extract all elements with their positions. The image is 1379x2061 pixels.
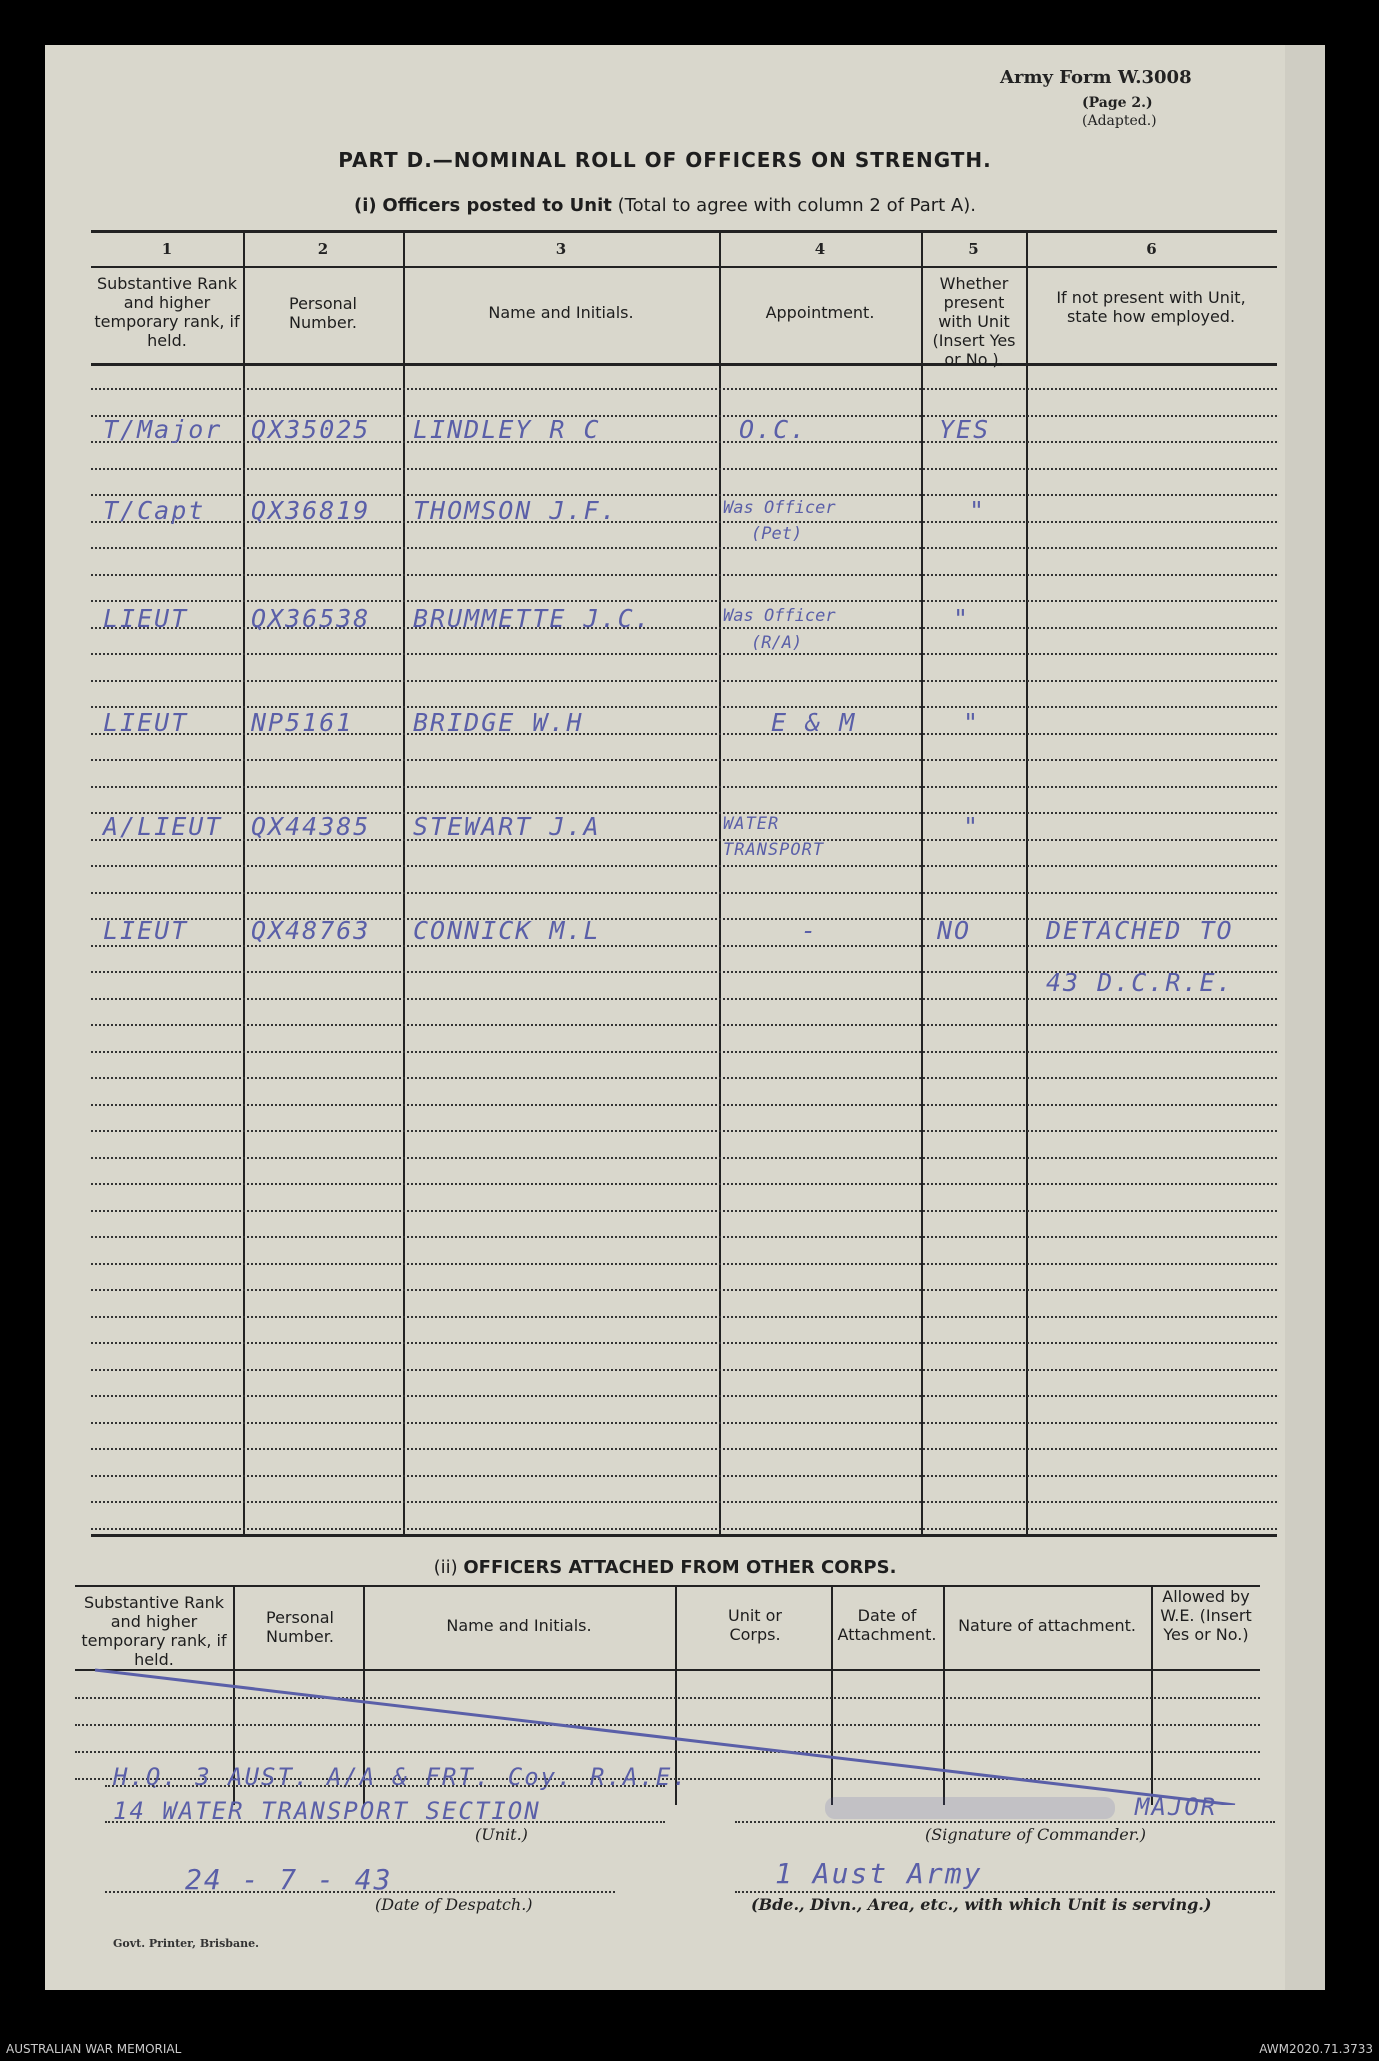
entry-line xyxy=(91,1157,1277,1159)
despatch-date: 24 - 7 - 43 xyxy=(185,1863,393,1896)
entry-name: BRIDGE W.H xyxy=(413,708,584,737)
entry-line xyxy=(91,998,1277,1000)
entry-line xyxy=(91,1236,1277,1238)
entry-rank: T/Major xyxy=(103,415,223,444)
header-present: Whether present with Unit (Insert Yes or No.). xyxy=(932,274,1016,369)
archive-name: AUSTRALIAN WAR MEMORIAL xyxy=(6,2042,182,2056)
entry-line xyxy=(91,547,1277,549)
entry-present: " xyxy=(969,496,987,525)
entry-employed-line2: 43 D.C.R.E. xyxy=(1046,968,1234,997)
entry-rank: T/Capt xyxy=(103,496,206,525)
entry-appointment-line2: (Pet) xyxy=(751,524,803,544)
despatch-date-label: (Date of Despatch.) xyxy=(375,1895,533,1914)
entry-line xyxy=(91,1316,1277,1318)
header-name: Name and Initials. xyxy=(488,303,634,322)
signature-label: (Signature of Commander.) xyxy=(925,1825,1146,1844)
entry-line xyxy=(91,653,1277,655)
col-number-5: 5 xyxy=(968,240,979,258)
entry-present: NO xyxy=(937,916,972,945)
entry-number: QX44385 xyxy=(251,812,371,841)
section-i-note: (Total to agree with column 2 of Part A). xyxy=(617,195,976,216)
entry-appointment-line2: (R/A) xyxy=(751,633,803,653)
entry-line xyxy=(91,865,1277,867)
header2-rank: Substantive Rank and higher temporary rank, if held. xyxy=(81,1593,227,1669)
entry-appointment-line2: TRANSPORT xyxy=(723,840,825,860)
printer-imprint: Govt. Printer, Brisbane. xyxy=(113,1937,259,1950)
entry-line xyxy=(91,600,1277,602)
section-ii-number: (ii) xyxy=(433,1557,458,1578)
entry-number: QX35025 xyxy=(251,415,371,444)
unit-label: (Unit.) xyxy=(475,1825,528,1844)
section-ii-title: OFFICERS ATTACHED FROM OTHER CORPS. xyxy=(463,1557,897,1578)
header2-personal-number: Personal Number. xyxy=(265,1608,334,1646)
entry-name: BRUMMETTE J.C. xyxy=(413,604,652,633)
section-i-title: Officers posted to Unit xyxy=(382,195,612,216)
unit-line-2: 14 WATER TRANSPORT SECTION xyxy=(113,1797,541,1825)
signature-mark xyxy=(825,1797,1115,1819)
entry-appointment: O.C. xyxy=(739,415,808,444)
header2-name: Name and Initials. xyxy=(446,1616,592,1635)
entry-line xyxy=(91,1210,1277,1212)
header-appointment: Appointment. xyxy=(765,303,875,322)
archive-bar xyxy=(0,2036,1379,2061)
section-i-heading xyxy=(45,195,1285,216)
entry-appointment: Was Officer xyxy=(723,606,836,626)
entry-number: QX48763 xyxy=(251,916,371,945)
entry-line xyxy=(91,1528,1277,1530)
entry-line xyxy=(91,1104,1277,1106)
entry-line xyxy=(91,1395,1277,1397)
entry-name: LINDLEY R C xyxy=(413,415,601,444)
entry-line xyxy=(91,1475,1277,1477)
entry-line xyxy=(91,468,1277,470)
header2-unit: Unit or Corps. xyxy=(727,1606,783,1644)
form-adapted: (Adapted.) xyxy=(1082,113,1157,129)
form-page-number: (Page 2.) xyxy=(1082,95,1153,111)
col-number-2: 2 xyxy=(317,240,329,258)
archive-id: AWM2020.71.3733 xyxy=(1259,2042,1373,2056)
entry-line xyxy=(91,1183,1277,1185)
paper-edge xyxy=(1285,45,1325,1990)
entry-name: THOMSON J.F. xyxy=(413,496,618,525)
officers-posted-table xyxy=(91,230,1277,1540)
header-employed: If not present with Unit, state how employed. xyxy=(1056,288,1246,326)
entry-rank: LIEUT xyxy=(103,916,189,945)
entry-line xyxy=(91,1289,1277,1291)
entry-line xyxy=(91,786,1277,788)
form-id: Army Form W.3008 xyxy=(1000,67,1192,88)
entry-line xyxy=(91,1051,1277,1053)
col-number-3: 3 xyxy=(555,240,567,258)
entry-name: CONNICK M.L xyxy=(413,916,601,945)
entry-line xyxy=(91,1024,1277,1026)
entry-number: QX36819 xyxy=(251,496,371,525)
entry-line xyxy=(91,1369,1277,1371)
entry-present: YES xyxy=(939,415,991,444)
entry-line xyxy=(91,1448,1277,1450)
entry-appointment: E & M xyxy=(771,708,857,737)
entry-line xyxy=(91,574,1277,576)
entry-line xyxy=(91,945,1277,947)
entry-name: STEWART J.A xyxy=(413,812,601,841)
header2-allowed: Allowed by W.E. (Insert Yes or No.) xyxy=(1160,1587,1252,1644)
entry-number: NP5161 xyxy=(251,708,354,737)
entry-present: " xyxy=(963,708,981,737)
section-ii-heading xyxy=(45,1557,1285,1578)
entry-line xyxy=(91,680,1277,682)
entry-rank: LIEUT xyxy=(103,604,189,633)
entry-line xyxy=(91,1263,1277,1265)
entry-line xyxy=(91,759,1277,761)
header2-nature: Nature of attachment. xyxy=(958,1616,1136,1635)
entry-employed: DETACHED TO xyxy=(1046,916,1234,945)
entry-rank: A/LIEUT xyxy=(103,812,223,841)
entry-line xyxy=(91,1130,1277,1132)
entry-present: " xyxy=(963,812,981,841)
entry-rank: LIEUT xyxy=(103,708,189,737)
entry-line xyxy=(91,892,1277,894)
entry-present: " xyxy=(953,604,971,633)
header-personal-number: Personal Number. xyxy=(288,294,357,332)
formation-label: (Bde., Divn., Area, etc., with which Unit is serving.) xyxy=(751,1895,1212,1914)
header2-date: Date of Attachment. xyxy=(837,1606,937,1644)
unit-line-1: H.Q. 3 AUST. A/A & FRT. Coy. R.A.E. xyxy=(113,1763,689,1791)
col-number-4: 4 xyxy=(814,240,826,258)
entry-line xyxy=(91,1077,1277,1079)
entry-appointment: Was Officer xyxy=(723,498,836,518)
header-rank: Substantive Rank and higher temporary rank, if held. xyxy=(94,274,240,350)
formation-value: 1 Aust Army xyxy=(775,1857,983,1890)
section-i-number: (i) xyxy=(354,195,377,216)
entry-appointment: WATER xyxy=(723,814,780,834)
entry-line xyxy=(91,388,1277,390)
entry-line xyxy=(91,1422,1277,1424)
form-page xyxy=(45,45,1285,1990)
entry-appointment: - xyxy=(801,916,819,945)
col-number-1: 1 xyxy=(161,240,173,258)
form-title: PART D.—NOMINAL ROLL OF OFFICERS ON STRENGTH. xyxy=(338,148,992,172)
signature-rank: MAJOR xyxy=(1135,1793,1218,1821)
entry-line xyxy=(91,1501,1277,1503)
entry-number: QX36538 xyxy=(251,604,371,633)
entry-line xyxy=(91,1342,1277,1344)
col-number-6: 6 xyxy=(1146,240,1157,258)
